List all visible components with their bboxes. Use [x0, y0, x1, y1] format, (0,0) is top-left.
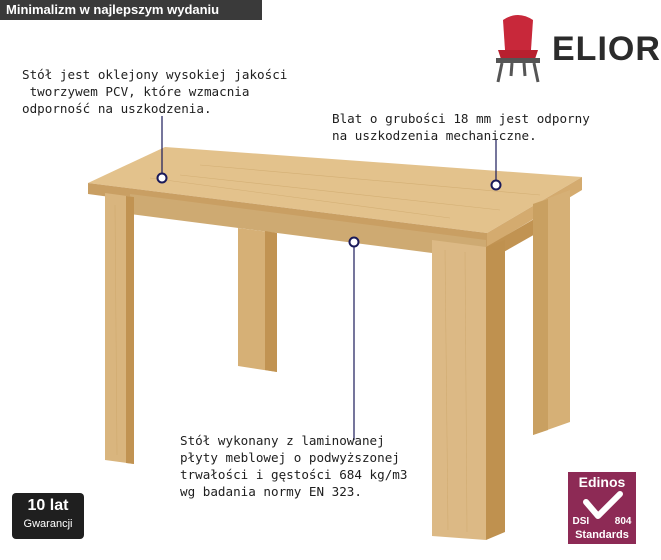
- warranty-badge: [12, 493, 84, 539]
- brand-name: ELIOR: [552, 30, 661, 68]
- leg-front-right: [432, 240, 486, 540]
- callout-material: Stół wykonany z laminowanej płyty meblowej o podwyższonej trwałości i gęstości 684 kg/m3 wg badania normy EN 323.: [180, 433, 408, 499]
- cert-brand: Edinos: [578, 474, 626, 490]
- callout-pvc: Stół jest oklejony wysokiej jakości tworzywem PCV, które wzmacnia odporność na uszkodzenia.: [22, 67, 288, 116]
- cert-code-left: DSI: [572, 516, 590, 527]
- warranty-years: 10 lat: [27, 497, 69, 514]
- cert-code-right: 804: [614, 516, 632, 527]
- certification-badge: [568, 472, 636, 544]
- headline-text: Minimalizm w najlepszym wydaniu: [6, 2, 220, 17]
- warranty-label: Gwarancji: [23, 518, 73, 530]
- callout-top: Blat o grubości 18 mm jest odporny na uszkodzenia mechaniczne.: [332, 111, 590, 143]
- cert-code: [568, 516, 636, 527]
- callout-marker-pvc: [158, 174, 167, 183]
- callout-marker-material: [350, 238, 359, 247]
- cert-label: Standards: [575, 529, 629, 541]
- callout-marker-top: [492, 181, 501, 190]
